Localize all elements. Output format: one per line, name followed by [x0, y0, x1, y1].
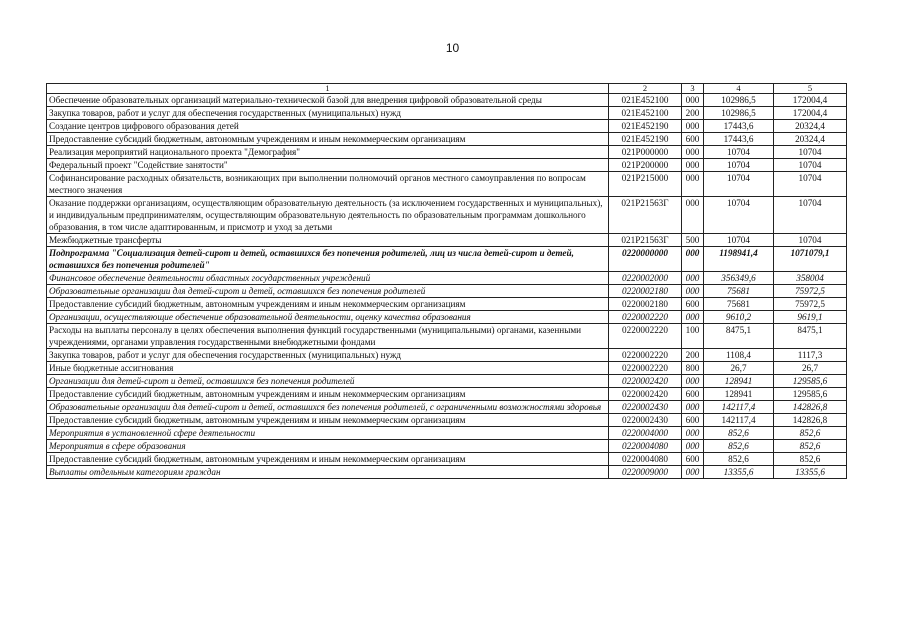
expense-type-cell: 600 [682, 414, 704, 427]
amount-year1-cell: 10704 [704, 172, 774, 197]
target-code-cell: 021E452190 [609, 120, 682, 133]
target-code-cell: 0220002430 [609, 401, 682, 414]
expense-type-cell: 600 [682, 453, 704, 466]
amount-year1-cell: 13355,6 [704, 466, 774, 479]
amount-year1-cell: 10704 [704, 234, 774, 247]
amount-year1-cell: 852,6 [704, 453, 774, 466]
expense-type-cell: 600 [682, 133, 704, 146]
table-row [47, 107, 847, 120]
table-row [47, 362, 847, 375]
amount-year2-cell: 852,6 [774, 440, 847, 453]
table-row [47, 427, 847, 440]
table-row [47, 94, 847, 107]
expense-type-cell: 000 [682, 375, 704, 388]
expense-type-cell: 000 [682, 94, 704, 107]
amount-year1-cell: 1108,4 [704, 349, 774, 362]
expense-name-cell: Создание центров цифрового образования детей [47, 120, 609, 133]
amount-year1-cell: 1198941,4 [704, 247, 774, 272]
expense-name-cell: Предоставление субсидий бюджетным, автономным учреждениям и иным некоммерческим организациям [47, 453, 609, 466]
amount-year1-cell: 102986,5 [704, 94, 774, 107]
table-row [47, 133, 847, 146]
table-row [47, 349, 847, 362]
expense-name-cell: Финансовое обеспечение деятельности областных государственных учреждений [47, 272, 609, 285]
target-code-cell: 0220002220 [609, 311, 682, 324]
target-code-cell: 0220002000 [609, 272, 682, 285]
target-code-cell: 0220004080 [609, 453, 682, 466]
expense-name-cell: Закупка товаров, работ и услуг для обеспечения государственных (муниципальных) нужд [47, 107, 609, 120]
amount-year2-cell: 1071079,1 [774, 247, 847, 272]
column-header: 5 [774, 84, 847, 94]
table-row [47, 388, 847, 401]
expense-name-cell: Организации для детей-сирот и детей, оставшихся без попечения родителей [47, 375, 609, 388]
table-row [47, 247, 847, 272]
expense-type-cell: 000 [682, 197, 704, 234]
amount-year2-cell: 26,7 [774, 362, 847, 375]
expense-name-cell: Образовательные организации для детей-сирот и детей, оставшихся без попечения родителей, с ограниченными возможностями здоровья [47, 401, 609, 414]
expense-name-cell: Предоставление субсидий бюджетным, автономным учреждениям и иным некоммерческим организациям [47, 388, 609, 401]
expense-type-cell: 000 [682, 272, 704, 285]
table-row [47, 375, 847, 388]
expense-type-cell: 600 [682, 388, 704, 401]
target-code-cell: 0220002420 [609, 388, 682, 401]
amount-year1-cell: 9610,2 [704, 311, 774, 324]
amount-year1-cell: 128941 [704, 375, 774, 388]
target-code-cell: 021P21563Г [609, 234, 682, 247]
amount-year2-cell: 10704 [774, 197, 847, 234]
amount-year2-cell: 75972,5 [774, 285, 847, 298]
table-row [47, 414, 847, 427]
expense-name-cell: Мероприятия в установленной сфере деятельности [47, 427, 609, 440]
amount-year2-cell: 10704 [774, 146, 847, 159]
page-number: 10 [445, 41, 460, 55]
amount-year2-cell: 142826,8 [774, 401, 847, 414]
expense-name-cell: Организации, осуществляющие обеспечение образовательной деятельности, оценку качества образования [47, 311, 609, 324]
table-row [47, 159, 847, 172]
expense-type-cell: 000 [682, 311, 704, 324]
expense-type-cell: 600 [682, 298, 704, 311]
table-header-row [47, 84, 847, 94]
target-code-cell: 0220002180 [609, 285, 682, 298]
amount-year2-cell: 20324,4 [774, 133, 847, 146]
expense-name-cell: Предоставление субсидий бюджетным, автономным учреждениям и иным некоммерческим организациям [47, 133, 609, 146]
expense-type-cell: 200 [682, 107, 704, 120]
expense-type-cell: 000 [682, 285, 704, 298]
table-row [47, 285, 847, 298]
expense-name-cell: Предоставление субсидий бюджетным, автономным учреждениям и иным некоммерческим организациям [47, 298, 609, 311]
target-code-cell: 0220000000 [609, 247, 682, 272]
expense-name-cell: Образовательные организации для детей-сирот и детей, оставшихся без попечения родителей [47, 285, 609, 298]
table-row [47, 401, 847, 414]
table-row [47, 234, 847, 247]
amount-year1-cell: 852,6 [704, 427, 774, 440]
table-row [47, 146, 847, 159]
amount-year1-cell: 10704 [704, 197, 774, 234]
amount-year1-cell: 10704 [704, 159, 774, 172]
amount-year2-cell: 10704 [774, 172, 847, 197]
amount-year2-cell: 10704 [774, 234, 847, 247]
target-code-cell: 0220002420 [609, 375, 682, 388]
amount-year1-cell: 17443,6 [704, 120, 774, 133]
amount-year1-cell: 102986,5 [704, 107, 774, 120]
expense-type-cell: 100 [682, 324, 704, 349]
expense-type-cell: 000 [682, 172, 704, 197]
amount-year2-cell: 172004,4 [774, 94, 847, 107]
amount-year1-cell: 75681 [704, 285, 774, 298]
target-code-cell: 021E452100 [609, 94, 682, 107]
table-row [47, 466, 847, 479]
amount-year2-cell: 852,6 [774, 427, 847, 440]
expense-type-cell: 000 [682, 159, 704, 172]
table-row [47, 324, 847, 349]
target-code-cell: 0220002220 [609, 349, 682, 362]
target-code-cell: 0220009000 [609, 466, 682, 479]
amount-year1-cell: 17443,6 [704, 133, 774, 146]
expense-name-cell: Мероприятия в сфере образования [47, 440, 609, 453]
target-code-cell: 021P215000 [609, 172, 682, 197]
amount-year2-cell: 1117,3 [774, 349, 847, 362]
amount-year2-cell: 75972,5 [774, 298, 847, 311]
expense-type-cell: 000 [682, 247, 704, 272]
table-row [47, 120, 847, 133]
table-row [47, 298, 847, 311]
expense-name-cell: Подпрограмма "Социализация детей-сирот и детей, оставшихся без попечения родителей, лиц из числа детей-сирот и детей, оставшихся без попечения родителей" [47, 247, 609, 272]
amount-year1-cell: 852,6 [704, 440, 774, 453]
target-code-cell: 021E452100 [609, 107, 682, 120]
amount-year1-cell: 128941 [704, 388, 774, 401]
expense-type-cell: 000 [682, 466, 704, 479]
expense-type-cell: 500 [682, 234, 704, 247]
expense-name-cell: Федеральный проект "Содействие занятости" [47, 159, 609, 172]
target-code-cell: 0220002220 [609, 362, 682, 375]
amount-year2-cell: 10704 [774, 159, 847, 172]
amount-year2-cell: 8475,1 [774, 324, 847, 349]
table-row [47, 172, 847, 197]
target-code-cell: 0220002180 [609, 298, 682, 311]
target-code-cell: 021P000000 [609, 146, 682, 159]
expense-name-cell: Расходы на выплаты персоналу в целях обеспечения выполнения функций государственными (муниципальными) органами, казенными учреждениями, органами управления государственными внебюджетными фондами [47, 324, 609, 349]
target-code-cell: 0220002220 [609, 324, 682, 349]
column-header: 4 [704, 84, 774, 94]
amount-year2-cell: 129585,6 [774, 388, 847, 401]
expense-name-cell: Выплаты отдельным категориям граждан [47, 466, 609, 479]
budget-table [46, 83, 847, 479]
expense-type-cell: 000 [682, 120, 704, 133]
amount-year2-cell: 142826,8 [774, 414, 847, 427]
expense-type-cell: 000 [682, 146, 704, 159]
amount-year2-cell: 9619,1 [774, 311, 847, 324]
target-code-cell: 021E452190 [609, 133, 682, 146]
expense-name-cell: Софинансирование расходных обязательств, возникающих при выполнении полномочий органов местного самоуправления по вопросам местного значения [47, 172, 609, 197]
table-row [47, 272, 847, 285]
amount-year2-cell: 13355,6 [774, 466, 847, 479]
expense-type-cell: 000 [682, 401, 704, 414]
amount-year1-cell: 142117,4 [704, 401, 774, 414]
expense-type-cell: 000 [682, 440, 704, 453]
table-row [47, 197, 847, 234]
amount-year2-cell: 852,6 [774, 453, 847, 466]
target-code-cell: 0220002430 [609, 414, 682, 427]
expense-name-cell: Иные бюджетные ассигнования [47, 362, 609, 375]
expense-name-cell: Предоставление субсидий бюджетным, автономным учреждениям и иным некоммерческим организациям [47, 414, 609, 427]
expense-name-cell: Реализация мероприятий национального проекта "Демография" [47, 146, 609, 159]
expense-type-cell: 200 [682, 349, 704, 362]
amount-year2-cell: 172004,4 [774, 107, 847, 120]
expense-type-cell: 000 [682, 427, 704, 440]
amount-year1-cell: 8475,1 [704, 324, 774, 349]
column-header: 2 [609, 84, 682, 94]
amount-year1-cell: 10704 [704, 146, 774, 159]
target-code-cell: 0220004000 [609, 427, 682, 440]
target-code-cell: 0220004080 [609, 440, 682, 453]
expense-name-cell: Межбюджетные трансферты [47, 234, 609, 247]
target-code-cell: 021P21563Г [609, 197, 682, 234]
amount-year1-cell: 142117,4 [704, 414, 774, 427]
table-row [47, 453, 847, 466]
amount-year1-cell: 356349,6 [704, 272, 774, 285]
amount-year1-cell: 26,7 [704, 362, 774, 375]
amount-year2-cell: 358004 [774, 272, 847, 285]
expense-type-cell: 800 [682, 362, 704, 375]
amount-year1-cell: 75681 [704, 298, 774, 311]
table-row [47, 440, 847, 453]
target-code-cell: 021P200000 [609, 159, 682, 172]
column-header: 3 [682, 84, 704, 94]
amount-year2-cell: 20324,4 [774, 120, 847, 133]
amount-year2-cell: 129585,6 [774, 375, 847, 388]
table-row [47, 311, 847, 324]
expense-name-cell: Оказание поддержки организациям, осуществляющим образовательную деятельность (за исключением государственных и муниципальных), и индивидуальным предпринимателям, осуществляющим образовательную деятельность по образовательным программам дошкольного образования, в том числе адаптированным, и присмотр и уход за детьми [47, 197, 609, 234]
expense-name-cell: Обеспечение образовательных организаций материально-технической базой для внедрения цифровой образовательной среды [47, 94, 609, 107]
expense-name-cell: Закупка товаров, работ и услуг для обеспечения государственных (муниципальных) нужд [47, 349, 609, 362]
column-header: 1 [47, 84, 609, 94]
